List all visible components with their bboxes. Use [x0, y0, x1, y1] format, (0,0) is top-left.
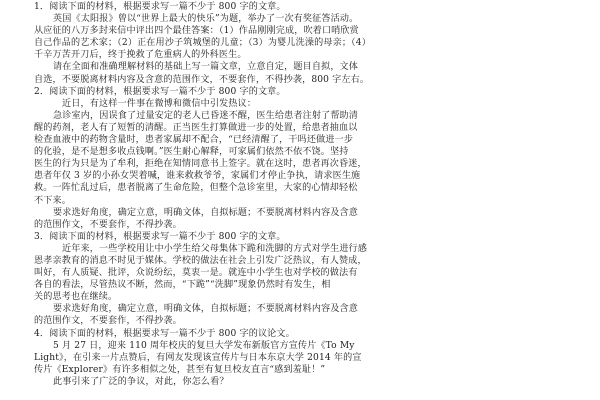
question-2-material-line: 的化验，是不是想多收点钱啊。”医生耐心解释，可家属们依然不依不饶。坚持 — [34, 147, 349, 158]
question-4-material-line: 传片《Explorer》有许多相似之处，甚至有复旦校友直言“感到羞耻！” — [34, 364, 326, 375]
question-2-requirement-line: 的范围作文，不要套作，不得抄袭。 — [34, 219, 182, 230]
question-2-material-line: 近日，有这样一件事在微博和微信中引发热议： — [62, 98, 257, 109]
question-1-title: 1．阅读下面的材料，根据要求写一篇不少于 800 字的文章。 — [34, 2, 286, 12]
question-4-title: 4．阅读下面的材料，根据要求写一篇不少于 800 字的议论文。 — [34, 328, 295, 339]
question-3-material-line: 叫好，有人质疑、批评，众说纷纭，莫衷一是。就连中小学生也对学校的做法有 — [34, 268, 358, 279]
question-3-requirement-line: 的范围作文，不要套作，不得抄袭。 — [34, 316, 182, 327]
question-4-closing-line: 此事引来了广泛的争议，对此，你怎么看？ — [53, 376, 229, 387]
question-1-requirement-line: 自选，不要脱离材料内容及含意的范围作文，不要套作，不得抄袭，800 字左右。 — [34, 74, 370, 85]
question-2-material-line: 醒的药剂，老人有了短暂的清醒。正当医生打算做进一步的处置，给患者抽血以 — [34, 122, 358, 133]
question-2-material-line: 医生的行为只是为了牟利，拒绝在知情同意书上签字。就在这时，患者再次昏迷， — [34, 159, 367, 170]
question-2-material-line: 救。一阵忙乱过后，患者脱离了生命危险，但整个急诊室里，大家的心情却轻松 — [34, 183, 358, 194]
question-3-material-line: 关的思考也在继续。 — [34, 292, 118, 303]
question-4-material-line: Light》，在引来一片点赞后，有网友发现该宣传片与日本东京大学 2014 年的宣 — [34, 352, 362, 363]
question-3-requirement-line: 要求选好角度，确定立意，明确文体，自拟标题；不要脱离材料内容及含意 — [53, 304, 359, 315]
question-4-material-line: 5 月 27 日，迎来 110 周年校庆的复旦大学发布新版官方宣传片《To My — [53, 340, 355, 351]
question-2-requirement-line: 要求选好角度，确定立意，明确文体，自拟标题；不要脱离材料内容及含意 — [53, 207, 359, 218]
document-page — [0, 1, 600, 400]
question-3-material-line: 各自的看法，尽管热议不断，然而，“下跪”“洗脚”现象仍然时有发生，相 — [34, 280, 331, 291]
question-1-material-line: 英国《太阳报》曾以“世界上最大的快乐”为题，举办了一次有奖征答活动。 — [53, 14, 359, 25]
question-3-material-line: 近年来，一些学校用让中小学生给父母集体下跪和洗脚的方式对学生进行感 — [62, 243, 368, 254]
question-2-material-line: 不下来。 — [34, 195, 71, 206]
question-2-material-line: 急诊室内，因误食了过量安定的老人已昏迷不醒，医生给患者注射了帮助清 — [53, 110, 359, 121]
question-2-title: 2．阅读下面的材料，根据要求写一篇不少于 800 字的文章。 — [34, 86, 286, 97]
question-2-material-line: 检查血液中的药物含量时，患者家属却不配合，“已经清醒了，干吗还做进一步 — [34, 135, 354, 146]
question-1-material-line: 从应征的八万多封来信中评出四个最佳答案：（1）作品刚刚完成，吹着口哨欣赏 — [34, 26, 359, 37]
question-1-requirement-line: 请在全面和准确理解材料的基础上写一篇文章，立意自定，题目自拟，文体 — [53, 62, 359, 73]
question-1-material-line: 自己作品的艺术家；（2）正在用沙子筑城堡的儿童；（3）为婴儿洗澡的母亲；（4） — [34, 38, 371, 49]
question-3-title: 3．阅读下面的材料，根据要求写一篇不少于 800 字的文章。 — [34, 231, 286, 242]
question-2-material-line: 患者年仅 3 岁的小孙女哭着喊，谁来救救爷爷，家属们才停止争执，请求医生施 — [34, 171, 361, 182]
question-3-material-line: 恩孝亲教育的消息不时见于媒体。学校的做法在社会上引发广泛热议，有人赞成， — [34, 255, 367, 266]
question-1-material-line: 千辛万苦开刀后，终于挽救了危重病人的外科医生。 — [34, 50, 247, 61]
